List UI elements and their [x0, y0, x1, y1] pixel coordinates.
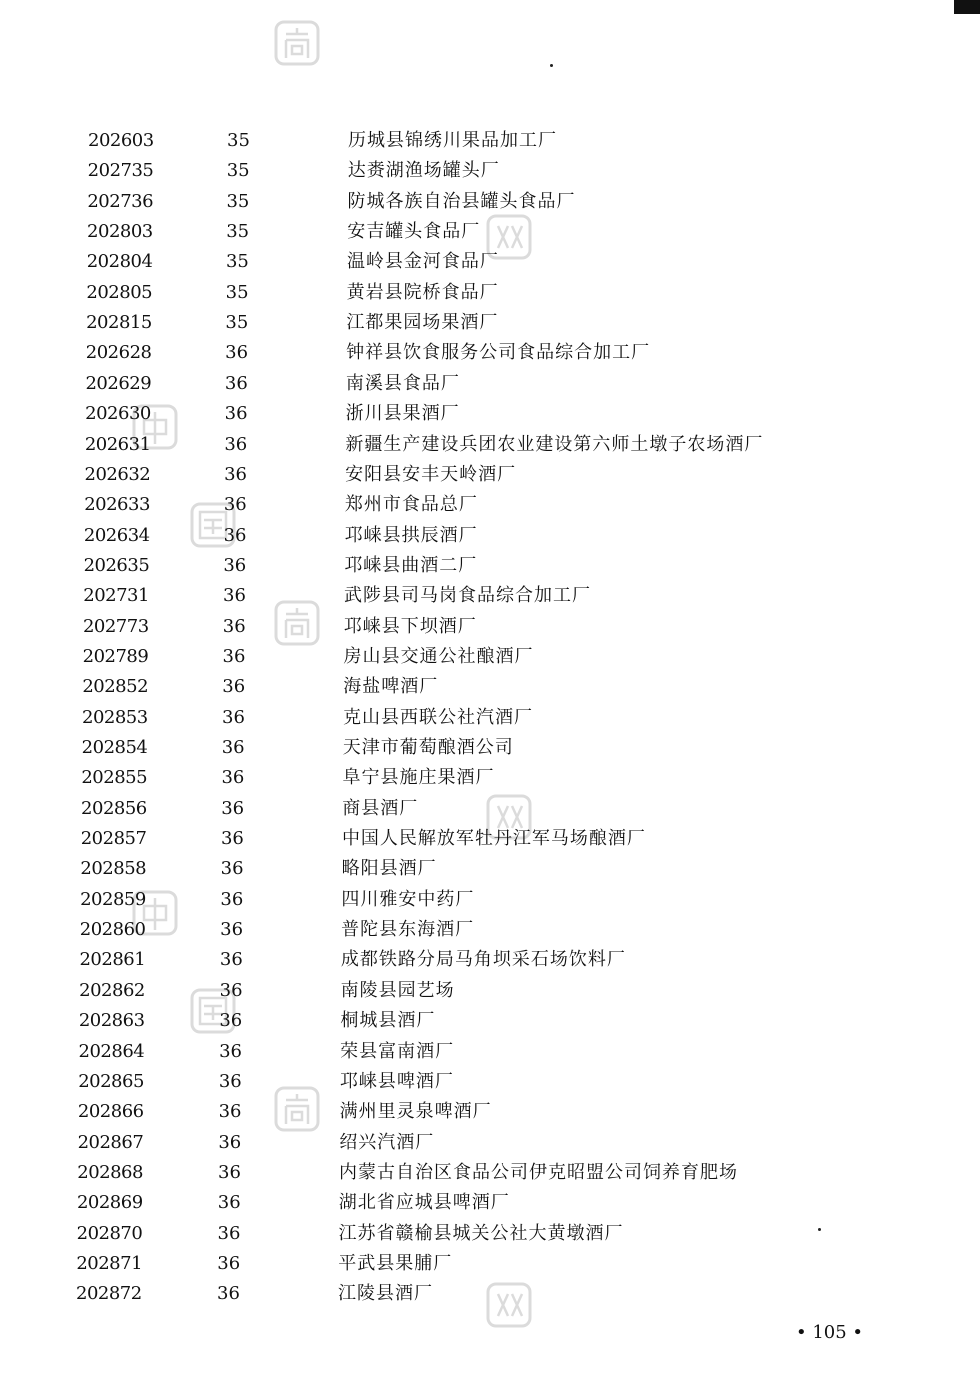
enterprise-name: 成都铁路分局马角坝采石场饮料厂 — [340, 949, 626, 971]
enterprise-code: 202603 — [88, 130, 154, 151]
class-number: 36 — [218, 1070, 242, 1092]
table-row — [0, 642, 980, 672]
class-number: 36 — [219, 1010, 243, 1032]
table-row — [0, 672, 980, 702]
class-number: 36 — [220, 858, 244, 880]
table-row — [0, 278, 980, 308]
class-number: 36 — [218, 1101, 242, 1123]
class-number: 35 — [226, 221, 250, 243]
class-number: 36 — [224, 463, 247, 485]
table-row — [0, 1128, 980, 1158]
class-number: 36 — [217, 1252, 241, 1274]
enterprise-name: 阜宁县施庄果酒厂 — [342, 767, 495, 789]
table-row — [0, 703, 980, 733]
enterprise-name: 邛崃县曲酒二厂 — [344, 554, 478, 576]
enterprise-code: 202867 — [77, 1131, 144, 1153]
enterprise-name: 历城县锦绣川果品加工厂 — [348, 130, 557, 151]
dust-speck — [550, 64, 553, 67]
class-number: 36 — [224, 403, 248, 425]
table-row — [0, 1188, 980, 1218]
table-row — [0, 885, 980, 915]
class-number: 36 — [217, 1192, 241, 1214]
table-row — [0, 369, 980, 399]
table-row — [0, 338, 980, 368]
enterprise-name: 略阳县酒厂 — [341, 858, 437, 880]
table-row — [0, 945, 980, 975]
watermark-stamp — [272, 18, 322, 68]
enterprise-code: 202633 — [84, 494, 150, 516]
class-number: 36 — [223, 524, 247, 546]
class-number: 35 — [225, 251, 249, 273]
class-number: 36 — [224, 433, 248, 455]
enterprise-name: 南陵县园艺场 — [340, 979, 455, 1001]
class-number: 35 — [226, 160, 250, 182]
class-number: 36 — [221, 797, 245, 819]
enterprise-name: 新疆生产建设兵团农业建设第六师土墩子农场酒厂 — [345, 433, 764, 455]
enterprise-code: 202871 — [76, 1252, 143, 1274]
enterprise-code: 202866 — [77, 1101, 144, 1123]
table-row — [0, 581, 980, 611]
enterprise-name: 邛崃县下坝酒厂 — [343, 615, 477, 637]
class-number: 36 — [224, 372, 248, 394]
enterprise-name: 温岭县金河食品厂 — [346, 251, 499, 273]
enterprise-code: 202736 — [87, 190, 154, 212]
enterprise-code: 202731 — [83, 585, 149, 607]
enterprise-code: 202859 — [80, 888, 146, 910]
enterprise-name: 钟祥县饮食服务公司食品综合加工厂 — [346, 342, 651, 364]
enterprise-name: 浙川县果酒厂 — [345, 403, 460, 425]
enterprise-code: 202861 — [79, 949, 146, 971]
table-row — [0, 824, 980, 854]
enterprise-code: 202858 — [80, 858, 147, 880]
enterprise-name: 房山县交通公社酿酒厂 — [343, 645, 534, 667]
enterprise-code: 202735 — [87, 160, 154, 182]
enterprise-name: 满州里灵泉啤酒厂 — [339, 1101, 492, 1123]
enterprise-name: 桐城县酒厂 — [340, 1010, 436, 1032]
table-row — [0, 551, 980, 581]
table-row — [0, 460, 980, 490]
class-number: 36 — [222, 706, 245, 728]
enterprise-name: 普陀县东海酒厂 — [341, 919, 475, 941]
enterprise-code: 202869 — [76, 1192, 143, 1214]
enterprise-name: 克山县西联公社汽酒厂 — [343, 706, 533, 728]
enterprise-code: 202855 — [81, 767, 148, 789]
enterprise-code: 202632 — [84, 463, 151, 485]
table-row — [0, 612, 980, 642]
enterprise-name: 绍兴汽酒厂 — [339, 1131, 435, 1153]
enterprise-name: 武陟县司马岗食品综合加工厂 — [344, 585, 592, 607]
class-number: 36 — [220, 828, 244, 850]
class-number: 36 — [219, 979, 243, 1001]
table-row — [0, 1006, 980, 1036]
table-row — [0, 490, 980, 520]
corner-mark — [954, 0, 980, 14]
enterprise-code: 202852 — [82, 676, 149, 698]
class-number: 36 — [223, 554, 247, 576]
table-row — [0, 794, 980, 824]
table-row — [0, 247, 980, 277]
table-row — [0, 521, 980, 551]
enterprise-name: 江都果园场果酒厂 — [346, 312, 499, 334]
enterprise-code: 202860 — [79, 919, 146, 941]
table-row — [0, 1219, 980, 1249]
enterprise-code: 202865 — [78, 1070, 144, 1092]
table-row — [0, 217, 980, 247]
class-number: 36 — [217, 1283, 240, 1305]
enterprise-code: 202872 — [76, 1283, 142, 1305]
table-row — [0, 1158, 980, 1188]
table-row — [0, 126, 980, 156]
enterprise-code: 202868 — [77, 1161, 143, 1183]
class-number: 36 — [217, 1222, 241, 1244]
class-number: 36 — [222, 645, 246, 667]
class-number: 36 — [222, 615, 246, 637]
table-row — [0, 1097, 980, 1127]
enterprise-code: 202864 — [78, 1040, 145, 1062]
class-number: 36 — [220, 888, 244, 910]
table-row — [0, 1037, 980, 1067]
enterprise-name: 安阳县安丰天岭酒厂 — [345, 463, 517, 485]
enterprise-code: 202863 — [78, 1010, 145, 1032]
table-row — [0, 976, 980, 1006]
enterprise-name: 平武县果脯厂 — [338, 1252, 453, 1274]
enterprise-name: 邛崃县啤酒厂 — [339, 1070, 454, 1092]
enterprise-code: 202631 — [84, 433, 151, 455]
class-number: 36 — [220, 919, 244, 941]
enterprise-code: 202854 — [81, 737, 148, 758]
enterprise-code: 202804 — [86, 251, 153, 273]
class-number: 36 — [219, 1040, 242, 1062]
class-number: 36 — [221, 737, 245, 758]
class-number: 36 — [225, 342, 249, 364]
enterprise-code: 202634 — [83, 524, 150, 546]
class-number: 35 — [225, 312, 249, 334]
enterprise-code: 202870 — [76, 1222, 143, 1244]
enterprise-name: 湖北省应城县啤酒厂 — [338, 1192, 510, 1214]
enterprise-name: 江苏省赣榆县城关公社大黄墩酒厂 — [338, 1222, 624, 1244]
enterprise-name: 中国人民解放军牡丹江军马场酿酒厂 — [341, 828, 646, 850]
enterprise-name: 商县酒厂 — [342, 797, 419, 819]
enterprise-code: 202853 — [82, 706, 148, 728]
table-row — [0, 308, 980, 338]
class-number: 35 — [226, 190, 250, 212]
enterprise-name: 郑州市食品总厂 — [344, 494, 478, 516]
enterprise-code: 202628 — [85, 342, 152, 364]
table-row — [0, 187, 980, 217]
table-row — [0, 1249, 980, 1279]
class-number: 35 — [225, 281, 249, 303]
enterprise-name: 安吉罐头食品厂 — [347, 221, 481, 243]
enterprise-code: 202805 — [86, 281, 153, 303]
table-row — [0, 1279, 980, 1309]
enterprise-name: 黄岩县院桥食品厂 — [346, 281, 499, 303]
enterprise-name: 天津市葡萄酿酒公司 — [342, 737, 514, 758]
table-row — [0, 156, 980, 186]
enterprise-name: 达赉湖渔场罐头厂 — [347, 160, 500, 182]
enterprise-name: 荣县富南酒厂 — [340, 1040, 455, 1062]
table-row — [0, 915, 980, 945]
table-row — [0, 399, 980, 429]
class-number: 36 — [223, 494, 247, 516]
enterprise-code: 202773 — [82, 615, 149, 637]
enterprise-name: 江陵县酒厂 — [338, 1283, 433, 1305]
enterprise-code: 202630 — [85, 403, 151, 425]
enterprise-code: 202856 — [81, 797, 147, 819]
enterprise-code: 202635 — [83, 554, 150, 576]
enterprise-code: 202862 — [79, 979, 145, 1001]
enterprise-name: 内蒙古自治区食品公司伊克昭盟公司饲养育肥场 — [339, 1161, 739, 1183]
enterprise-name: 防城各族自治县罐头食品厂 — [347, 190, 576, 212]
class-number: 36 — [222, 676, 246, 698]
enterprise-name: 邛崃县拱辰酒厂 — [344, 524, 478, 546]
class-number: 36 — [221, 767, 245, 789]
page-number: • 105 • — [796, 1322, 864, 1343]
class-number: 35 — [227, 130, 250, 151]
enterprise-code: 202789 — [82, 645, 149, 667]
enterprise-code: 202815 — [86, 312, 152, 334]
table-row — [0, 1067, 980, 1097]
table-row — [0, 733, 980, 763]
enterprise-name: 海盐啤酒厂 — [343, 676, 439, 698]
table-row — [0, 854, 980, 884]
table-row — [0, 763, 980, 793]
enterprise-code: 202803 — [87, 221, 153, 243]
enterprise-name: 四川雅安中药厂 — [341, 888, 475, 910]
enterprise-code: 202629 — [85, 372, 152, 394]
class-number: 36 — [218, 1131, 242, 1153]
table-row — [0, 430, 980, 460]
class-number: 36 — [223, 585, 246, 607]
enterprise-name: 南溪县食品厂 — [345, 372, 460, 394]
class-number: 36 — [219, 949, 243, 971]
enterprise-code: 202857 — [80, 828, 147, 850]
class-number: 36 — [218, 1161, 241, 1183]
